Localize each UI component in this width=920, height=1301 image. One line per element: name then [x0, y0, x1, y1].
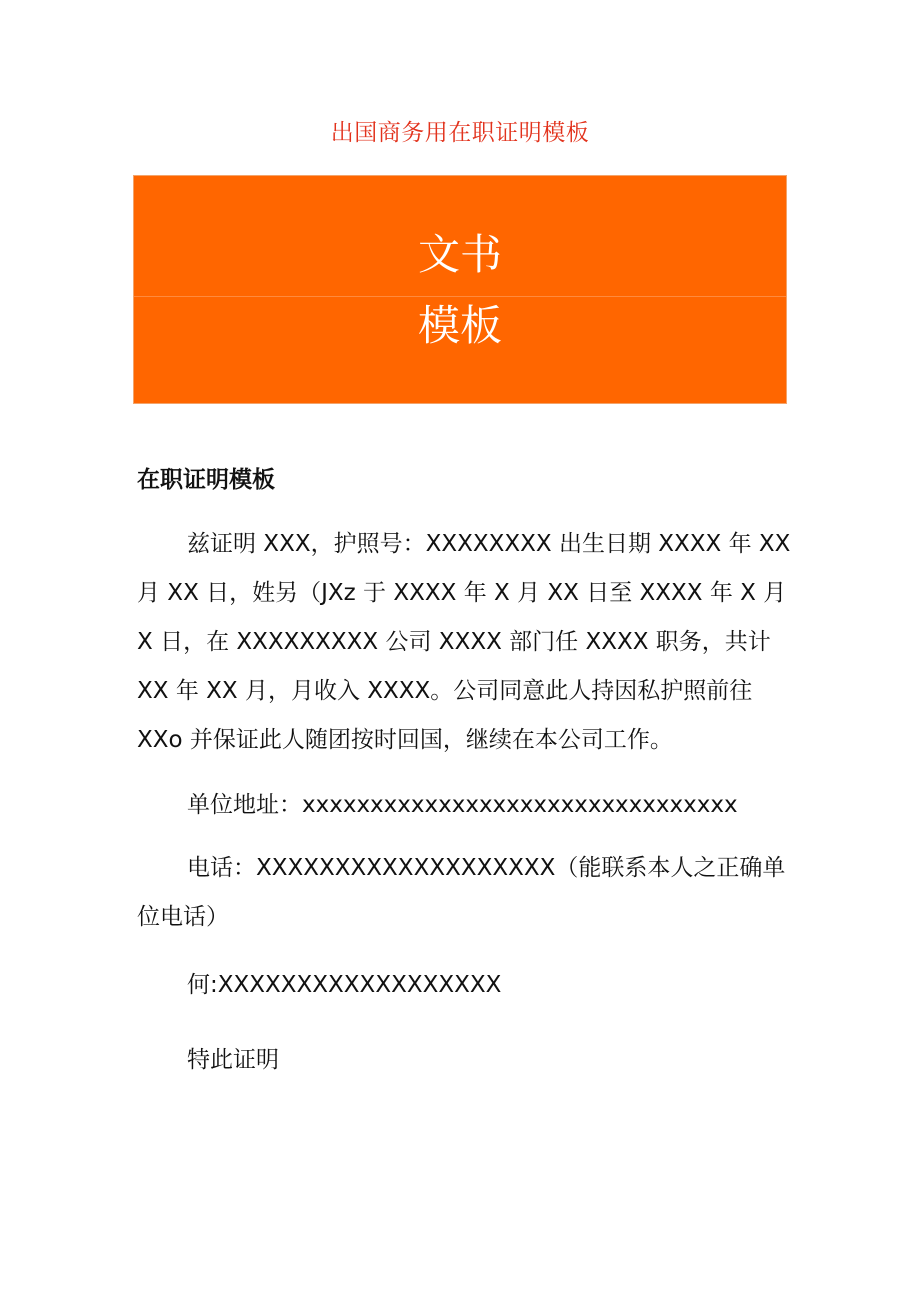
body-line: XX 年 XX 月，月收入 XXXX。公司同意此人持因私护照前往	[137, 678, 753, 704]
body-line: 月 XX 日，姓另（JXz 于 XXXX 年 X 月 XX 日至 XXXX 年 X 月	[137, 580, 787, 606]
certificate-body	[137, 520, 791, 765]
fax-line: 何:XXXXXXXXXXXXXXXXXX	[187, 972, 502, 998]
banner-line-2: 模板	[417, 301, 502, 350]
banner-divider	[134, 296, 786, 297]
closing-line: 特此证明	[187, 1047, 279, 1073]
banner-line-1: 文书	[417, 230, 502, 279]
address-line: 单位地址：xxxxxxxxxxxxxxxxxxxxxxxxxxxxxxxx	[187, 792, 738, 818]
phone-line: 电话：XXXXXXXXXXXXXXXXXXX（能联系本人之正确单	[187, 855, 786, 881]
company-fax	[137, 961, 777, 1010]
company-phone	[137, 844, 786, 942]
document-title: 出国商务用在职证明模板	[330, 120, 590, 146]
body-line: X 日，在 XXXXXXXXX 公司 XXXX 部门任 XXXX 职务，共计	[137, 629, 771, 655]
closing-statement	[137, 1036, 777, 1085]
body-line: 兹证明 XXX，护照号：XXXXXXXX 出生日期 XXXX 年 XX	[187, 531, 791, 557]
section-heading: 在职证明模板	[137, 467, 275, 493]
body-line: XXo 并保证此人随团按时回国，继续在本公司工作。	[137, 727, 673, 753]
header-banner	[134, 176, 786, 403]
phone-line: 位电话）	[137, 904, 229, 930]
company-address	[137, 781, 777, 830]
